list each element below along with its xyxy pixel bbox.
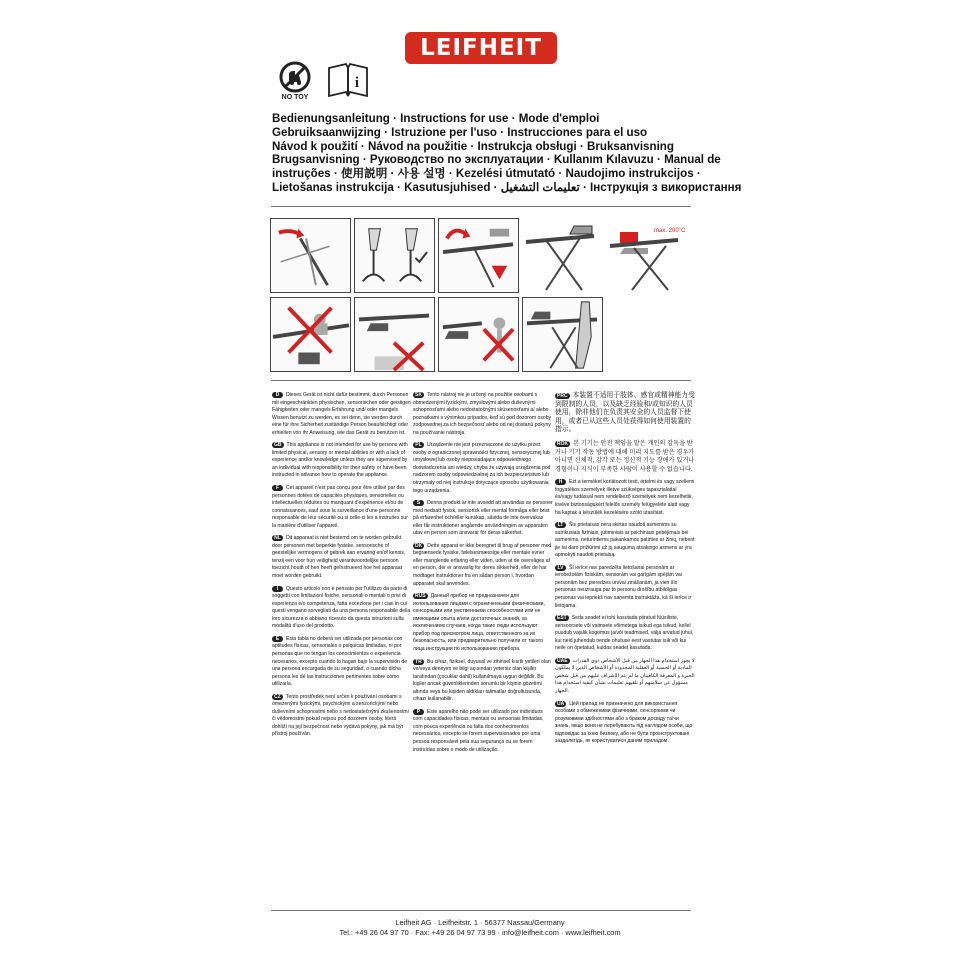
- safety-notice-f: [272, 485, 412, 530]
- title-line: Gebruiksaanwijzing · Istruzione per l'uso · Instrucciones para el uso: [272, 125, 648, 139]
- language-badge: PL: [413, 442, 424, 448]
- language-badge: NL: [272, 535, 283, 541]
- title-line: instruções · 使用説明 · 사용 설명 · Kezelési útmutató · Naudojimo instrukcijos ·: [272, 167, 701, 181]
- notice-text: Dieses Gerät ist nicht dafür bestimmt, durch Personen mit eingeschränkten physischen, sensorischen oder geistigen Fähigkeiten oder mangels Erfahrung und/ oder mangels Wissen benutzt zu werden, es sei denn, sie werden durch eine für ihre Sicherheit zuständige Person beaufsichtigt oder erhielten von ihr Anweisung, wie das Gerät zu benutzen ist.: [272, 392, 411, 436]
- illustration-lock-legs: [438, 218, 519, 293]
- title-line: Bedienungsanleitung · Instructions for use · Mode d'emploi: [272, 112, 600, 125]
- notice-text: Šī ierīce nav paredzēta lietošanai personām ar ierobežotām fiziskām, sensorām vai garīgām spējām vai personām bez pieredzes un/vai zināšanām, ja vien šīs personas neuzrauga par to personu drošību atbildīgas personas vai iepriekš nav saņemta instruktāža, kā šī ierīce ir lietojama.: [555, 564, 692, 609]
- illustration-no-children: [438, 297, 519, 372]
- notice-text: Данный прибор не предназначен для использования лицами с ограниченными физическими, сенсорными или умственными способностями или не имеющими опыта и/или достаточных знаний, за исключением случаев, когда такие люди используют прибор под присмотром лица, ответственного за их безопасность, или предварительно получили от такого лица инструкции по использованию прибора.: [413, 593, 545, 652]
- notice-text: Este aparelho não pode ser utilizado por indivíduos com capacidades físicas, mentais ou sensoriais limitadas, com pouca experiência ou falta dos conhecimentos necessários, excepto se forem supervisionados por uma pessoa responsável pela sua segurança ou se forem instruídas sobre o modo de utilização.: [413, 708, 544, 753]
- notice-text: Dette apparat er ikke beregnet til brug af personer med begrænsede fysiske, følelsesmæssige eller mentale evner eller manglende erfaring eller viden, uden at de overvåges af en person, der er ansvarlig for deres sikkerhed, eller de har modtaget instruktioner fra en sådan person i, hvordan apparatet skal anvendes.: [413, 542, 552, 587]
- safety-notice-uae: [555, 658, 695, 696]
- safety-notice-de: [272, 392, 412, 437]
- illustration-no-iron-on-floor: [354, 297, 435, 372]
- title-line: Lietošanas instrukcija · Kasutusjuhised · تعليمات التشغيل · Інструкція з використання: [272, 180, 742, 194]
- notice-text: Cet appareil n'est pas conçu pour être utilisé par des personnes dotées de capacités physiques, sensorielles ou intellectuelles réduites ou manquant d'expérience et/ou de connaissances, sauf sous la surveillance d'une personne responsable de leur sécurité ou si celle-ci les a instruites sur la manière d'utiliser l'appareil.: [272, 485, 408, 529]
- safety-notice-cz: [272, 694, 412, 739]
- illustration-height-adjust: [354, 218, 435, 293]
- safety-notice-lv: [555, 565, 695, 610]
- language-badge: TR: [413, 659, 424, 665]
- brand-name: LEIFHEIT: [420, 35, 542, 61]
- manual-titles: [272, 112, 742, 195]
- safety-notice-prc: [555, 392, 695, 435]
- notice-text: Tento nástroj nie je určený na použitie osobami s obmedzenými fyzickými, zmyslovými alebo duševnými schopnosťami alebo nedostatočnými skúsenosťami a/ alebo poznatkami s výnimkou prípadov, keď sú pod dozorom osoby zodpovednej za ich bezpečnosť alebo od nej dostanú pokyny na používanie nástroja.: [413, 392, 552, 436]
- safety-notice-dk: [413, 543, 553, 588]
- language-badge: E: [272, 636, 283, 642]
- safety-notice-sk: [413, 392, 553, 437]
- language-badge: CZ: [272, 694, 283, 700]
- illustration-max-temp: [606, 218, 687, 293]
- safety-notice-h: [555, 479, 695, 517]
- language-badge: H: [555, 479, 566, 485]
- safety-notice-est: [555, 615, 695, 653]
- notice-text: Bu cihaz, fiziksel, duyusal ve zihinsel kısıtlı yetileri olan ve/veya deneyim ve bilgi açısından yetersiz olan kişiler tarafından (çocuklar dahil) kullanılmaya uygun değildir. Bu kişiler ancak güvenliklerinden sorumlu bir kişinin gözetimi altında veya bu kişiden aldıkları talimatlar doğrultusunda, cihazı kullanabilir.: [413, 658, 551, 703]
- notice-text: Urządzenie nie jest przeznaczone do użytku przez osoby o ograniczonej sprawności fizycznej, sensorycznej lub umysłowej lub osoby nieposiadające odpowiedniego doświadczenia ani wiedzy, chyba że używają urządzenia pod nadzorem osoby odpowiedzialnej za ich bezpieczeństwo lub otrzymały od niej instrukcje dotyczące sposobu użytkowania tego urządzenia.: [413, 442, 551, 494]
- language-badge: UA: [557, 700, 565, 707]
- language-badge: EST: [557, 615, 567, 622]
- language-badge: I: [272, 586, 283, 592]
- footer-contact: Tel.: +49 26 04 97 70 · Fax: +49 26 04 97 73 99 · info@leifheit.com · www.leifheit.com: [339, 928, 621, 937]
- max-temp-label: max. 200°C: [654, 228, 686, 234]
- title-line: Návod k použití · Návod na použitie · Instrukcja obsługi · Bruksanvisning: [272, 139, 674, 153]
- safety-notice-e: [272, 636, 412, 689]
- language-badge: LT: [555, 522, 566, 528]
- info-glyph: i: [354, 75, 360, 91]
- safety-notice-rok: [555, 440, 695, 474]
- language-badge: S: [413, 500, 424, 506]
- language-badge: ROK: [557, 440, 569, 447]
- language-badge: UAE: [557, 657, 568, 664]
- footer-address: Leifheit AG · Leifheitstr. 1 · 56377 Nassau/Germany: [395, 918, 565, 927]
- language-badge: P: [413, 709, 424, 715]
- notice-text: Šis prietaisas nėra skirtas naudoti asmenims su sutrikusiais fiziniais, jutiminiais ar psichiniais gebėjimais bei asmenims, neturintiems pakankamos patirties ar žinių, nebent jie tai daro prižiūrimi už jų saugumą atsakingo asmens ar yra apmokyti naudoti prietaisą.: [555, 522, 695, 559]
- safety-notice-p: [413, 709, 553, 754]
- divider: [271, 380, 691, 381]
- illustration-unfold-board: [270, 218, 351, 293]
- divider: [271, 910, 691, 911]
- safety-notice-tr: [413, 659, 553, 704]
- title-line: Brugsanvisning · Руководство по эксплуатации · Kullanım Kılavuzu · Manual de: [272, 153, 721, 167]
- language-badge: SK: [413, 392, 424, 398]
- safety-notice-s: [413, 500, 553, 538]
- safety-notice-gb: [272, 442, 412, 480]
- notice-text: Цей прилад не призначено для використання особами з обмеженими фізичними, сенсорними чи розумовими здібностями або з браком досвіду та/чи знань, якщо вони не перебувають під наглядом особи, що відповідає за їхню безпеку, або не були проінструктовані заздалегідь, як користуватися даним приладом.: [555, 700, 693, 745]
- notice-text: 本装置不适用于肢体、感官或精神能力受到限制的人员，以及缺乏经验和/或知识的人员使用，除非他们在负责其安全的人员监督下使用，或者已从这些人员处获得如何使用装置的指示。: [555, 392, 695, 434]
- safety-notice-ua: [555, 701, 695, 746]
- language-badge: PRC: [557, 393, 568, 399]
- header-icons: [278, 60, 370, 104]
- notice-text: Esta tabla no deberá ser utilizada por personas con aptitudes físicas, sensoriales o psíquicas limitadas, ni por personas que no tengan los conocimientos o experiencia necesarios, excepto cuando lo hagan bajo la supervisión de una persona encargada de su seguridad, o cuando dicha persona les dé las instrucciones pertinentes sobre cómo utilizarla.: [272, 635, 408, 688]
- illustration-no-sitting: [270, 297, 351, 372]
- notice-text: Ezt a terméket korlátozott testi, értelmi és vagy szellemi fogyatékos személyek illetve szükséges tapasztalattal és/vagy tudással nem rendelkező személyek nem kezelhetik, kivéve biztonságukért felelős személy felügyelete alatt vagy ha kaptak a készülék kezelésére szóló utasítást.: [555, 479, 695, 516]
- notice-text: Denna produkt är inte avsedd att användas av personer med nedsatt fysisk, sensorisk eller mental förmåga eller brist på erfarenhet och/eller kunskap, såvida de inte övervakas eller får instruktioner angående användningen av apparaten utav en person som ansvarar för deras säkerhet.: [413, 500, 553, 537]
- notice-text: Tento prostředek není určen k používání osobami s omezenými fyzickými, psychickými a senzorickými nebo duševními schopnostmi nebo s nedostatečnými zkušenostmi či vědomostmi pokud nejsou pod dozorem osoby, která dohlíží na její bezpečnost nebo vydává pokyny, jak má být přístroj používán.: [272, 693, 409, 738]
- text-column-left: [272, 392, 412, 744]
- read-instructions-icon: [326, 60, 370, 104]
- notice-text: لا يجوز استخدام هذا الجهاز من قبل الأشخاص ذوي القدرات المادية أو الحسية أو العقلية المحدودة أو الأشخاص الذين لا يملكون الخبرة و المعرفة الكافيتان ما لم يتم الإشراف عليهم من قبل شخص مسؤول عن سلامتهم أو تلقيهم تعليمات بشأن كيفية استخدام هذا الجهاز.: [555, 657, 695, 695]
- language-badge: RUS: [415, 593, 426, 600]
- safety-notice-lt: [555, 522, 695, 560]
- language-badge: GB: [274, 442, 282, 449]
- notice-text: This appliance is not intended for use by persons with limited physical, sensory or mental abilities or with a lack of experience and/or knowledge unless they are supervised by an individual with responsibility for their safety or have been instructed in advance how to operate the appliance.: [272, 442, 408, 479]
- safety-notice-rus: [413, 593, 553, 653]
- divider: [271, 206, 691, 207]
- text-column-middle: [413, 392, 553, 759]
- safety-notice-i: [272, 586, 412, 631]
- language-badge: LV: [555, 565, 566, 571]
- no-toy-icon: [278, 60, 312, 104]
- no-toy-label: NO TOY: [281, 94, 309, 101]
- notice-text: Questo articolo non è pensato per l'utilizzo da parte di soggetti con limitazioni fisiche, sensoriali o mentali o privi di esperienza e/o competenza, fatta eccezione per i casi in cui questi vengano sorvegliati da una persona responsabile della loro sicurezza o abbiano ricevuto da questa istruzioni sulla modalità d'uso del prodotto.: [272, 585, 411, 630]
- language-badge: F: [272, 485, 283, 491]
- language-badge: DK: [415, 542, 423, 549]
- illustration-no-leaning: [522, 297, 603, 372]
- notice-text: Seda seadet ei tohi kasutada piiratud füüsiliste, sensoorsete või vaimsete võimetega isikud ega isikud, kellel puudub vajalik kogemus ja/või teadmised, välja arvatud juhul, kui neid juhendab nende ohutuse eest vastutav isik või kui neile on õpetatud, kuidas seadet kasutada.: [555, 615, 694, 652]
- notice-text: Dit apparaat is niet bestemd om te worden gebruikt door personen met beperkte fysieke, sensorische of geestelijke vermogens of gebrek aan ervaring en/of kennis, tenzij een voor hun veiligheid verantwoordelijke persoon toezicht houdt of hen heeft geïnstrueerd hoe het apparaat moet worden gebruikt.: [272, 535, 406, 580]
- language-badge: D: [272, 392, 283, 398]
- safety-notice-nl: [272, 535, 412, 580]
- notice-text: 본 기기는 안전 책임을 맡은 개인의 감독을 받거나 기기 작동 방법에 대해 미리 지도를 받은 경우가 아니면 신체적, 감각 또는 정신적 기능 장애가 있거나 경험이나 지식이 부족한 사람이 사용할 수 없습니다.: [555, 439, 695, 473]
- leifheit-logo: [405, 32, 557, 64]
- text-column-right: [555, 392, 695, 751]
- illustration-iron-rest: [522, 218, 603, 293]
- safety-notice-pl: [413, 442, 553, 495]
